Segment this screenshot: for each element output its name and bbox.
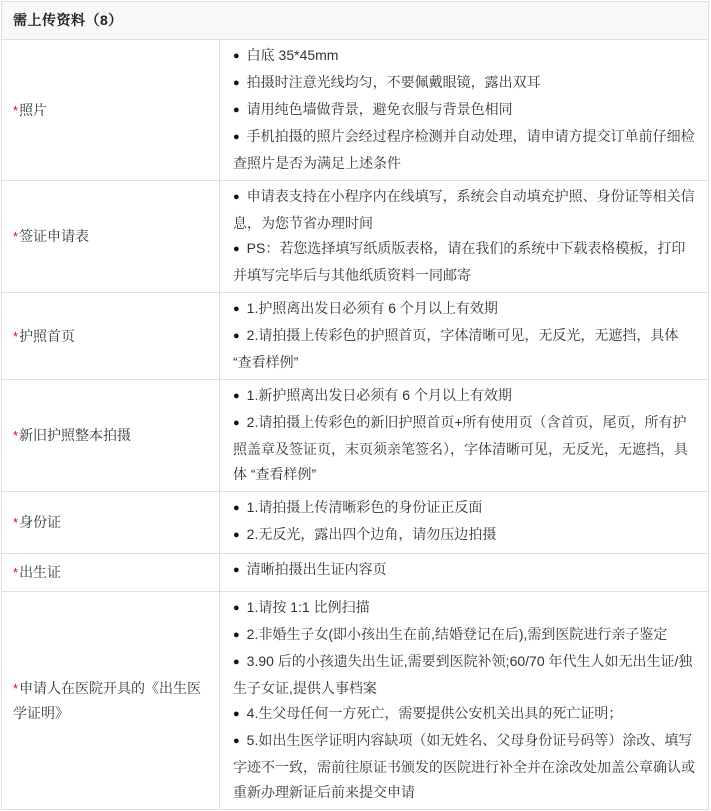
requirement-text: 拍摄时注意光线均匀，不要佩戴眼镜，露出双耳: [246, 74, 541, 90]
requirement-text: 申请表支持在小程序内在线填写，系统会自动填充护照、身份证等相关信息，为您节省办理时间: [233, 188, 695, 231]
bullet-icon: ●: [233, 602, 240, 614]
requirement-item: [233, 522, 696, 549]
requirement-item: [233, 323, 696, 375]
material-label-cell: [2, 40, 220, 180]
required-asterisk: *: [13, 681, 19, 696]
requirement-item: [233, 495, 696, 522]
material-requirements: [220, 181, 708, 292]
table-row: [2, 181, 708, 293]
table-row: [2, 492, 708, 554]
required-asterisk: *: [13, 515, 19, 530]
bullet-icon: ●: [233, 50, 240, 62]
material-label: 照片: [19, 101, 48, 118]
bullet-icon: ●: [233, 529, 240, 541]
requirement-text: 白底 35*45mm: [246, 47, 339, 63]
requirement-text: 2.非婚生子女(即小孩出生在前,结婚登记在后),需到医院进行亲子鉴定: [246, 626, 668, 642]
requirement-item: [233, 43, 696, 70]
material-label-cell: [2, 293, 220, 379]
bullet-icon: ●: [233, 243, 240, 255]
table-row: [2, 592, 708, 809]
material-label: 新旧护照整本拍摄: [19, 427, 132, 443]
bullet-icon: ●: [233, 417, 240, 429]
requirement-text: 1.请拍摄上传清晰彩色的身份证正反面: [246, 499, 483, 515]
bullet-icon: ●: [233, 656, 240, 668]
requirement-item: [233, 124, 696, 176]
requirement-text: 清晰拍摄出生证内容页: [246, 561, 387, 577]
requirement-text: 2.请拍摄上传彩色的护照首页，字体清晰可见，无反光，无遮挡，具体 “查看样例”: [233, 327, 679, 370]
bullet-icon: ●: [233, 502, 240, 514]
required-materials-table: [1, 1, 709, 810]
bullet-icon: ●: [233, 708, 240, 720]
material-label-cell: [2, 380, 220, 491]
requirement-item: [233, 383, 696, 410]
bullet-icon: ●: [233, 735, 240, 747]
requirement-item: [233, 70, 696, 97]
table-row: [2, 293, 708, 380]
bullet-icon: ●: [233, 131, 240, 143]
requirement-item: [233, 728, 696, 805]
requirement-item: [233, 701, 696, 728]
bullet-icon: ●: [233, 191, 240, 203]
requirement-text: 2.请拍摄上传彩色的新旧护照首页+所有使用页（含首页，尾页，所有护照盖章及签证页，末页须亲笔签名），字体清晰可见，无反光，无遮挡，具体 “查看样例”: [233, 414, 688, 482]
requirement-text: 1.护照离出发日必须有 6 个月以上有效期: [246, 300, 498, 316]
bullet-icon: ●: [233, 77, 240, 89]
material-requirements: [220, 554, 708, 591]
material-label: 申请人在医院开具的《出生医学证明》: [13, 680, 202, 721]
bullet-icon: ●: [233, 564, 240, 576]
requirement-item: [233, 622, 696, 649]
requirement-text: 手机拍摄的照片会经过程序检测并自动处理，请申请方提交订单前仔细检查照片是否为满足上述条件: [233, 128, 695, 171]
requirement-item: [233, 595, 696, 622]
requirement-text: 4.生父母任何一方死亡，需要提供公安机关出具的死亡证明；: [246, 705, 623, 721]
requirement-item: [233, 184, 696, 236]
required-asterisk: *: [13, 565, 19, 580]
requirement-item: [233, 410, 696, 487]
requirement-text: 请用纯色墙做背景，避免衣服与背景色相同: [246, 101, 513, 117]
required-asterisk: *: [13, 328, 19, 344]
material-label: 身份证: [19, 514, 62, 530]
material-label-cell: [2, 554, 220, 591]
requirement-item: [233, 557, 696, 584]
bullet-icon: ●: [233, 629, 240, 641]
requirement-item: [233, 236, 696, 288]
bullet-icon: ●: [233, 303, 240, 315]
required-asterisk: *: [13, 229, 19, 244]
table-row: [2, 380, 708, 492]
requirement-text: 1.请按 1:1 比例扫描: [246, 599, 370, 615]
requirement-text: 5.如出生医学证明内容缺项（如无姓名、父母身份证号码等）涂改、填写字迹不一致，需前往原证书颁发的医院进行补全并在涂改处加盖公章确认或重新办理新证后前来提交申请: [233, 732, 695, 800]
requirement-text: 1.新护照离出发日必须有 6 个月以上有效期: [246, 387, 512, 403]
material-label-cell: [2, 181, 220, 292]
material-label: 护照首页: [19, 327, 76, 344]
requirement-text: 3.90 后的小孩遗失出生证,需要到医院补领;60/70 年代生人如无出生证/独生子女证,提供人事档案: [233, 653, 693, 696]
material-requirements: [220, 40, 708, 180]
material-label-cell: [2, 592, 220, 809]
material-requirements: [220, 492, 708, 553]
requirement-item: [233, 296, 696, 323]
bullet-icon: ●: [233, 390, 240, 402]
requirement-item: [233, 97, 696, 124]
requirement-text: 2.无反光，露出四个边角，请勿压边拍摄: [246, 526, 497, 542]
requirement-item: [233, 649, 696, 701]
material-label-cell: [2, 492, 220, 553]
required-asterisk: *: [13, 428, 19, 443]
material-label: 签证申请表: [19, 228, 90, 244]
material-label: 出生证: [19, 564, 62, 580]
table-header-title: 需上传资料（8）: [2, 2, 708, 40]
material-requirements: [220, 592, 708, 809]
material-requirements: [220, 293, 708, 379]
bullet-icon: ●: [233, 104, 240, 116]
table-row: [2, 554, 708, 592]
material-requirements: [220, 380, 708, 491]
requirement-text: PS：若您选择填写纸质版表格，请在我们的系统中下载表格模板，打印并填写完毕后与其他纸质资料一同邮寄: [233, 240, 686, 283]
required-asterisk: *: [13, 102, 19, 118]
table-body: [2, 40, 708, 809]
bullet-icon: ●: [233, 330, 240, 342]
table-row: [2, 40, 708, 181]
